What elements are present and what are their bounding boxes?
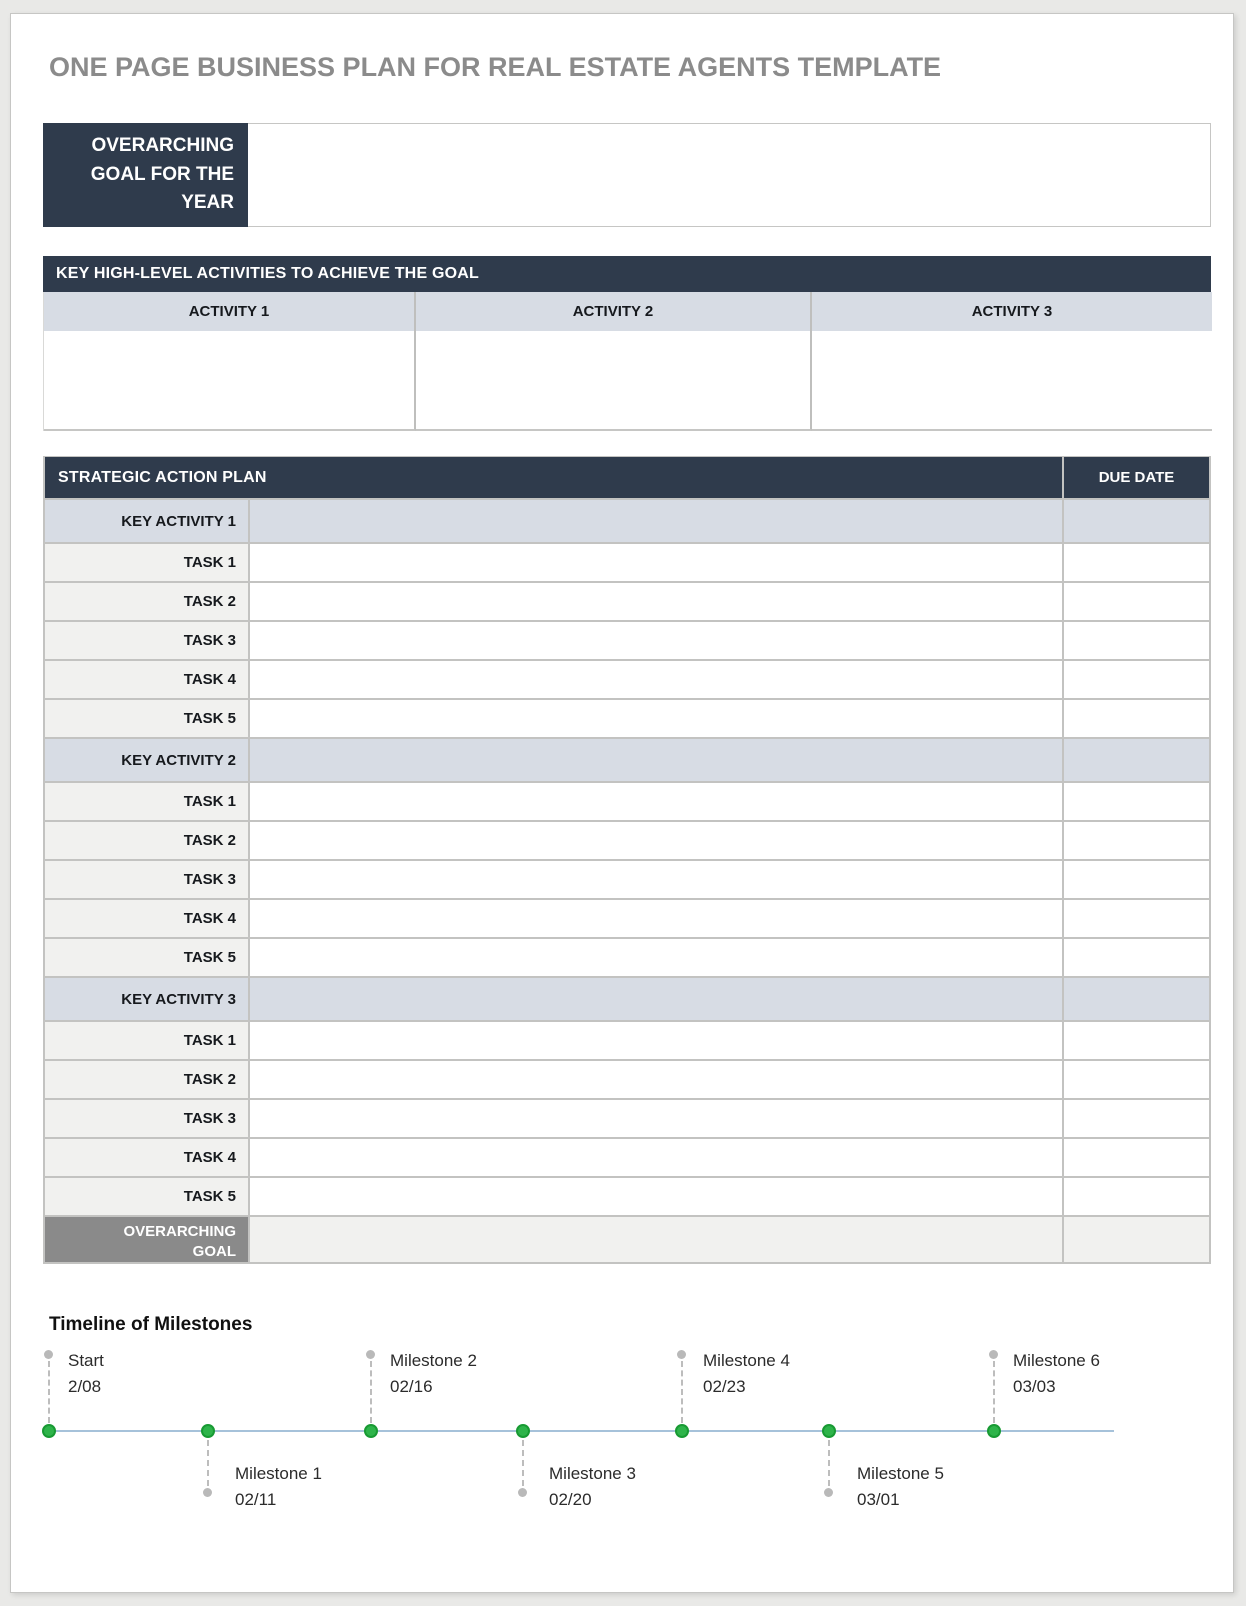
task-label: TASK 1 — [45, 781, 250, 820]
activity-2-header: ACTIVITY 2 — [416, 292, 812, 331]
action-plan-title: STRATEGIC ACTION PLAN — [45, 457, 1064, 498]
milestone-label — [235, 1461, 322, 1514]
task-row — [45, 1098, 1209, 1137]
milestone-connector — [370, 1361, 372, 1423]
task-input[interactable] — [250, 1020, 1064, 1059]
key-activity-input[interactable] — [250, 737, 1064, 781]
key-activity-due-input[interactable] — [1064, 976, 1209, 1020]
task-due-input[interactable] — [1064, 820, 1209, 859]
overarching-goal-row-due-input[interactable] — [1064, 1215, 1209, 1262]
milestone-name: Milestone 3 — [549, 1464, 636, 1483]
task-label: TASK 2 — [45, 820, 250, 859]
task-input[interactable] — [250, 542, 1064, 581]
milestone-date: 02/23 — [703, 1377, 746, 1397]
milestone-marker-dot — [518, 1488, 527, 1497]
document-page — [10, 13, 1234, 1593]
task-due-input[interactable] — [1064, 859, 1209, 898]
task-input[interactable] — [250, 898, 1064, 937]
key-activity-label: KEY ACTIVITY 1 — [45, 498, 250, 542]
task-row — [45, 898, 1209, 937]
key-activity-label: KEY ACTIVITY 3 — [45, 976, 250, 1020]
milestone-dot — [516, 1424, 530, 1438]
milestone-marker-dot — [203, 1488, 212, 1497]
task-due-input[interactable] — [1064, 898, 1209, 937]
task-row — [45, 1020, 1209, 1059]
task-label: TASK 5 — [45, 698, 250, 737]
task-label: TASK 5 — [45, 937, 250, 976]
milestone-name: Milestone 2 — [390, 1351, 477, 1370]
milestone-name: Start — [68, 1351, 104, 1370]
task-due-input[interactable] — [1064, 1059, 1209, 1098]
milestone-name: Milestone 5 — [857, 1464, 944, 1483]
milestone-marker-dot — [677, 1350, 686, 1359]
milestone-date: 03/03 — [1013, 1377, 1056, 1397]
task-label: TASK 2 — [45, 581, 250, 620]
milestone-dot — [364, 1424, 378, 1438]
key-activity-due-input[interactable] — [1064, 498, 1209, 542]
milestone-connector — [681, 1361, 683, 1423]
milestone-label — [857, 1461, 944, 1514]
key-activity-row — [45, 976, 1209, 1020]
task-input[interactable] — [250, 781, 1064, 820]
task-due-input[interactable] — [1064, 620, 1209, 659]
task-row — [45, 620, 1209, 659]
activity-3-header: ACTIVITY 3 — [812, 292, 1212, 331]
milestone-name: Milestone 4 — [703, 1351, 790, 1370]
milestone-date: 02/16 — [390, 1377, 433, 1397]
key-activity-input[interactable] — [250, 976, 1064, 1020]
due-date-header: DUE DATE — [1064, 457, 1209, 498]
task-input[interactable] — [250, 1176, 1064, 1215]
activity-2-input[interactable] — [416, 331, 812, 431]
key-activity-label: KEY ACTIVITY 2 — [45, 737, 250, 781]
key-activities-section — [43, 256, 1211, 431]
task-row — [45, 820, 1209, 859]
task-due-input[interactable] — [1064, 698, 1209, 737]
task-label: TASK 4 — [45, 659, 250, 698]
key-activity-row — [45, 498, 1209, 542]
milestone-name: Milestone 6 — [1013, 1351, 1100, 1370]
task-due-input[interactable] — [1064, 542, 1209, 581]
task-label: TASK 4 — [45, 898, 250, 937]
task-input[interactable] — [250, 859, 1064, 898]
timeline-heading: Timeline of Milestones — [49, 1314, 253, 1335]
task-due-input[interactable] — [1064, 937, 1209, 976]
activity-1-header: ACTIVITY 1 — [44, 292, 416, 331]
task-label: TASK 2 — [45, 1059, 250, 1098]
milestone-connector — [522, 1440, 524, 1486]
task-input[interactable] — [250, 581, 1064, 620]
task-row — [45, 581, 1209, 620]
task-label: TASK 3 — [45, 859, 250, 898]
milestone-dot — [822, 1424, 836, 1438]
task-due-input[interactable] — [1064, 1020, 1209, 1059]
task-input[interactable] — [250, 659, 1064, 698]
overarching-goal-row-input[interactable] — [250, 1215, 1064, 1262]
action-plan-header-row — [45, 457, 1209, 498]
task-input[interactable] — [250, 1137, 1064, 1176]
milestone-date: 02/11 — [235, 1490, 277, 1510]
task-row — [45, 1137, 1209, 1176]
milestone-label — [390, 1348, 477, 1401]
milestone-dot — [675, 1424, 689, 1438]
key-activity-row — [45, 737, 1209, 781]
milestone-label — [549, 1461, 636, 1514]
key-activity-input[interactable] — [250, 498, 1064, 542]
milestone-date: 2/08 — [68, 1377, 102, 1397]
activity-1-input[interactable] — [44, 331, 416, 431]
milestone-connector — [48, 1361, 50, 1423]
activity-value-row — [43, 331, 1211, 431]
task-due-input[interactable] — [1064, 1098, 1209, 1137]
task-row — [45, 781, 1209, 820]
task-label: TASK 1 — [45, 542, 250, 581]
overarching-goal-label: OVERARCHING GOAL FOR THE YEAR — [43, 123, 248, 227]
milestone-connector — [207, 1440, 209, 1486]
milestone-marker-dot — [989, 1350, 998, 1359]
task-row — [45, 937, 1209, 976]
milestone-marker-dot — [824, 1488, 833, 1497]
task-due-input[interactable] — [1064, 1176, 1209, 1215]
task-label: TASK 5 — [45, 1176, 250, 1215]
task-input[interactable] — [250, 1098, 1064, 1137]
milestone-dot — [201, 1424, 215, 1438]
task-row — [45, 542, 1209, 581]
milestone-marker-dot — [44, 1350, 53, 1359]
milestone-date: 03/01 — [857, 1490, 900, 1510]
task-label: TASK 1 — [45, 1020, 250, 1059]
task-label: TASK 4 — [45, 1137, 250, 1176]
milestone-connector — [828, 1440, 830, 1486]
task-input[interactable] — [250, 620, 1064, 659]
key-activities-header: KEY HIGH-LEVEL ACTIVITIES TO ACHIEVE THE GOAL — [43, 256, 1211, 292]
task-input[interactable] — [250, 937, 1064, 976]
page-title: ONE PAGE BUSINESS PLAN FOR REAL ESTATE AGENTS TEMPLATE — [49, 52, 942, 82]
task-row — [45, 1176, 1209, 1215]
key-activity-due-input[interactable] — [1064, 737, 1209, 781]
overarching-goal-input[interactable] — [248, 123, 1211, 227]
overarching-goal-section — [43, 123, 1211, 227]
task-row — [45, 659, 1209, 698]
milestone-name: Milestone 1 — [235, 1464, 322, 1483]
overarching-goal-row-label — [45, 1215, 250, 1262]
milestone-dot — [987, 1424, 1001, 1438]
milestone-label — [1013, 1348, 1100, 1401]
activity-3-input[interactable] — [812, 331, 1212, 431]
milestone-label — [68, 1348, 104, 1401]
task-row — [45, 698, 1209, 737]
milestone-dot — [42, 1424, 56, 1438]
task-row — [45, 1059, 1209, 1098]
task-label: TASK 3 — [45, 1098, 250, 1137]
task-due-input[interactable] — [1064, 581, 1209, 620]
activity-header-row — [43, 292, 1211, 331]
strategic-action-plan-table — [43, 456, 1211, 1264]
task-input[interactable] — [250, 698, 1064, 737]
task-row — [45, 859, 1209, 898]
milestone-marker-dot — [366, 1350, 375, 1359]
overarching-goal-row — [45, 1215, 1209, 1262]
milestone-connector — [993, 1361, 995, 1423]
milestone-label — [703, 1348, 790, 1401]
task-due-input[interactable] — [1064, 781, 1209, 820]
task-label: TASK 3 — [45, 620, 250, 659]
task-input[interactable] — [250, 1059, 1064, 1098]
task-due-input[interactable] — [1064, 659, 1209, 698]
task-due-input[interactable] — [1064, 1137, 1209, 1176]
milestone-date: 02/20 — [549, 1490, 592, 1510]
overarching-goal-row-label-text: OVERARCHING GOAL — [123, 1223, 236, 1261]
task-input[interactable] — [250, 820, 1064, 859]
